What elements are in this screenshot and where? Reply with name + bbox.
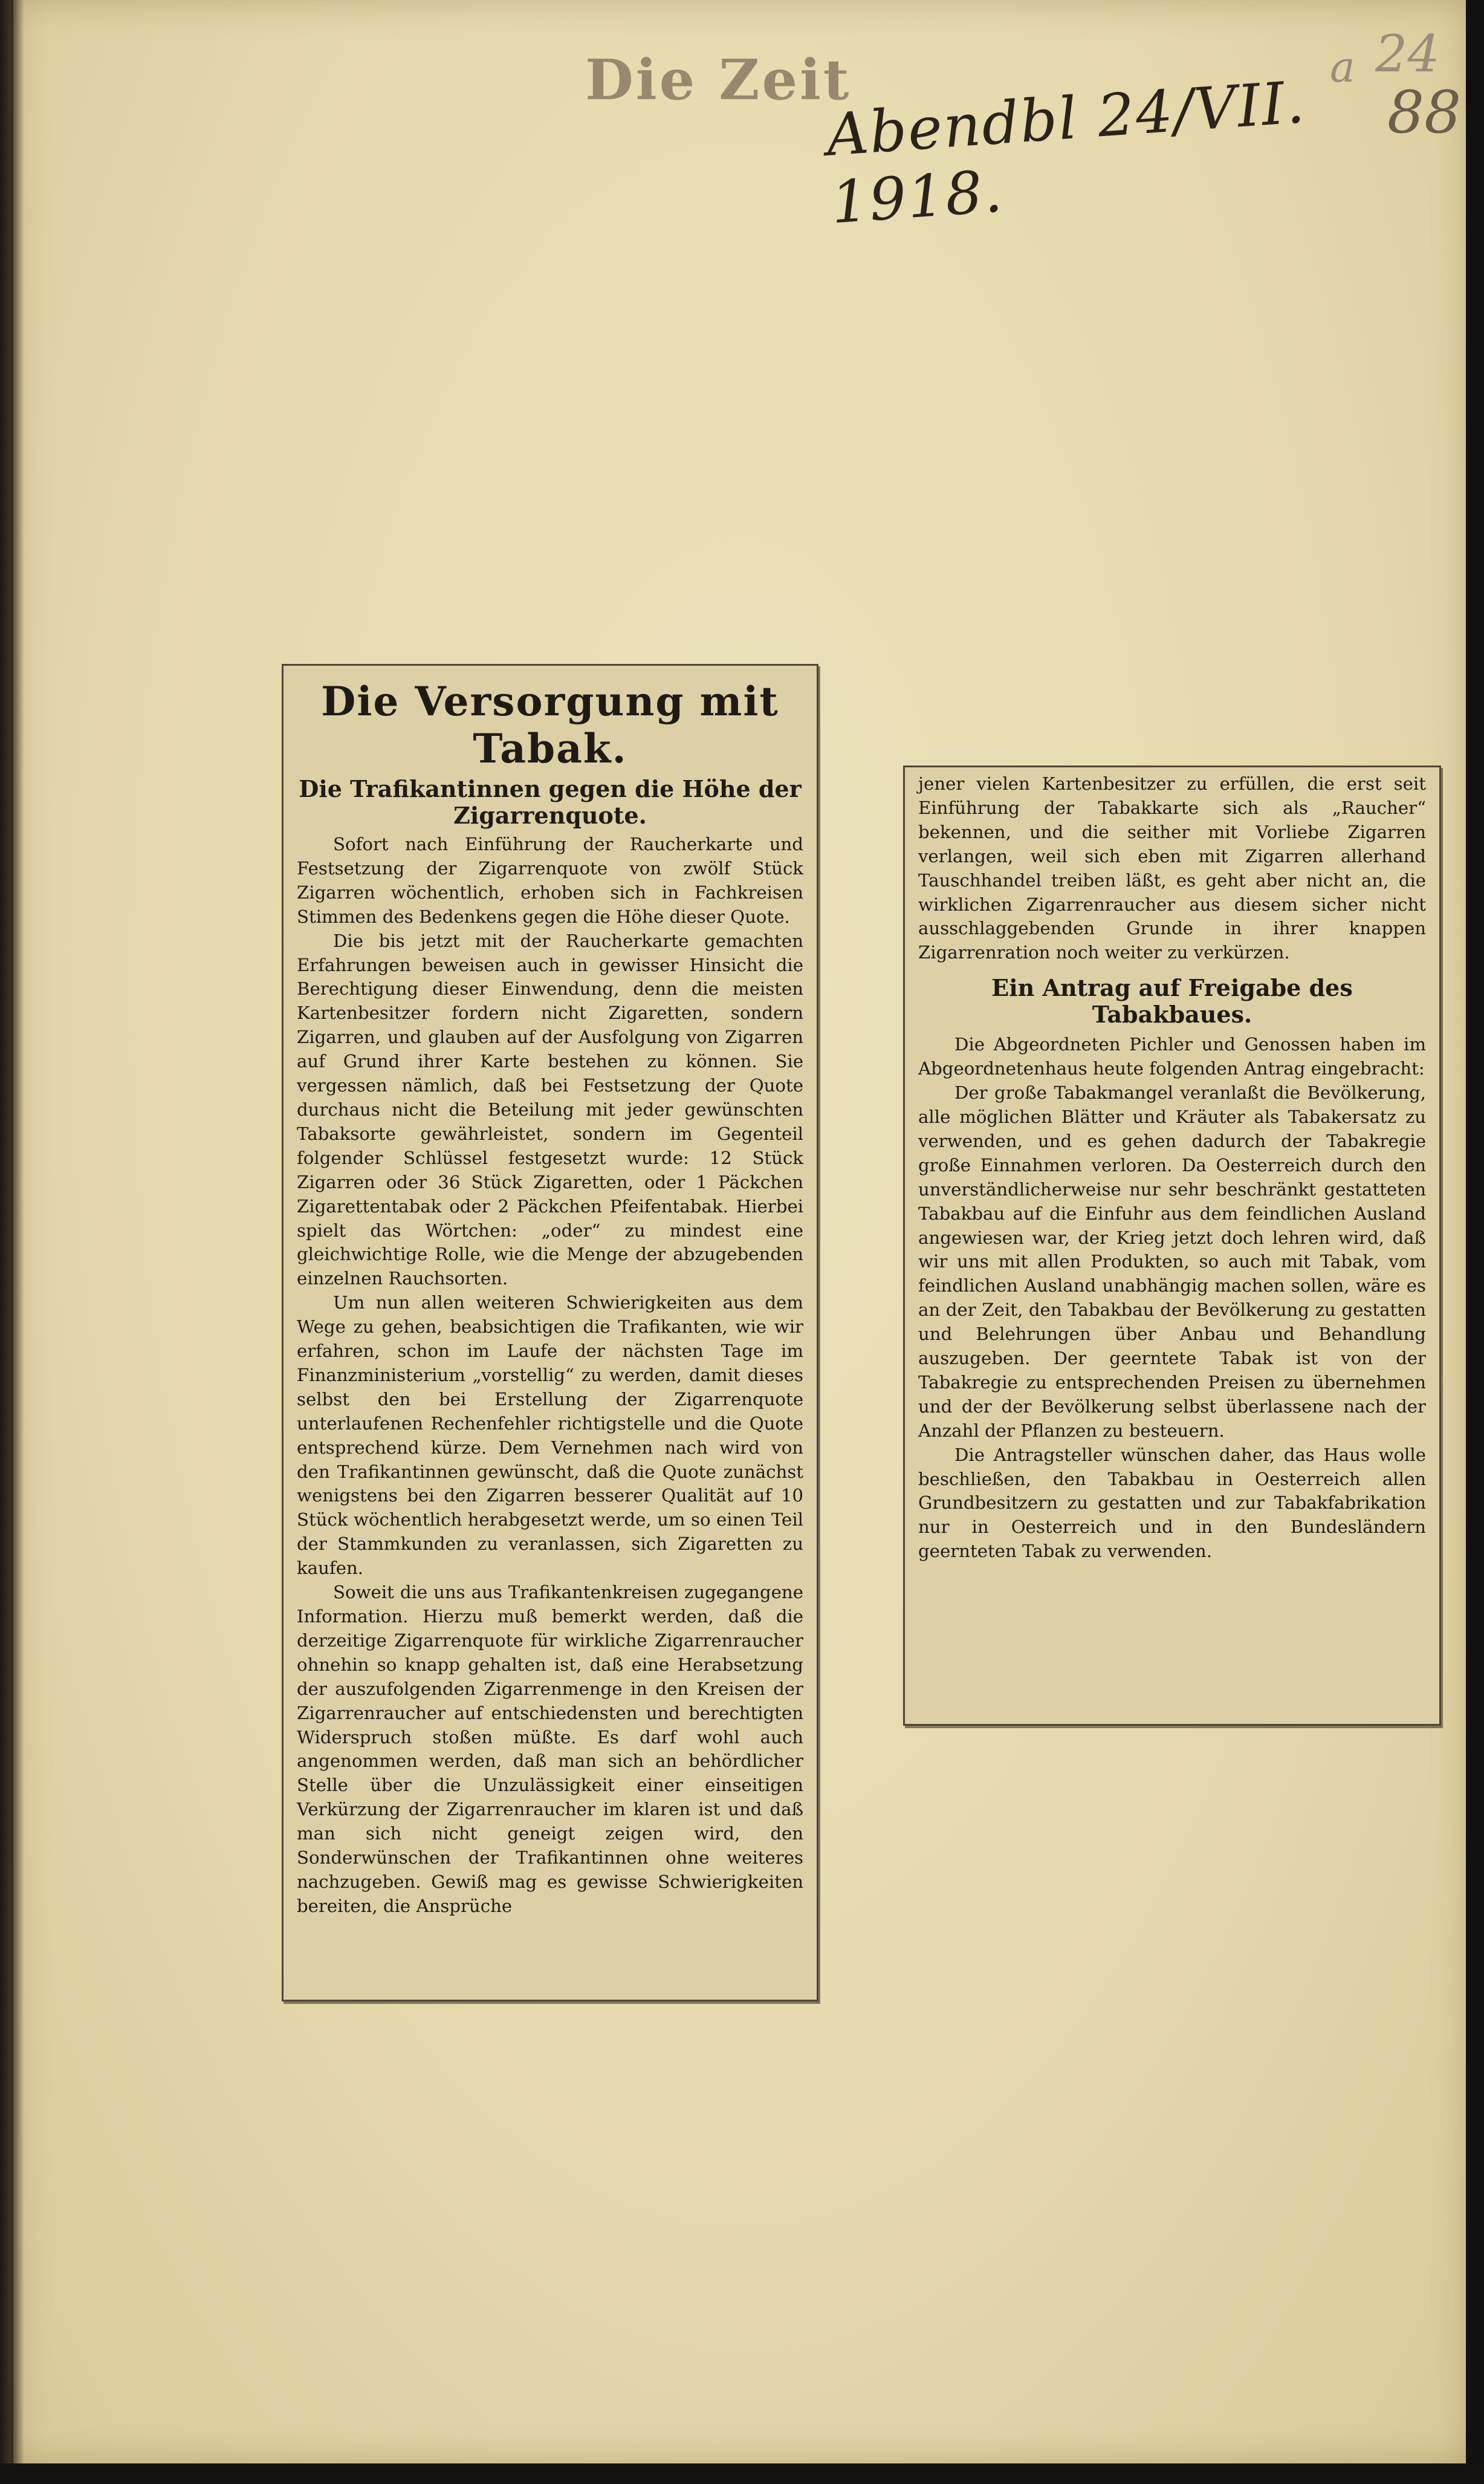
article1-subheadline: Die Trafikantinnen gegen die Höhe der Zigarrenquote. [299,775,802,829]
handwritten-page-number: 88 [1387,79,1462,146]
article2-paragraph: Die Antragsteller wünschen daher, das Haus wolle beschließen, den Tabakbau in Oesterreich allen Grundbesitzern zu gestatten und zur Tabakfabrikation nur in Oesterreich und in den Bundesländern geernteten Tabak zu verwenden. [918,1444,1426,1562]
article2-headline: Ein Antrag auf Freigabe des Tabakbaues. [991,974,1353,1029]
article1-headline: Die Versorgung mit Tabak. [321,678,779,772]
article1-paragraph: Um nun allen weiteren Schwierigkeiten aus dem Wege zu gehen, beabsichtigen die Trafikanten, wie wir erfahren, schon im Laufe der nächsten Tage im Finanzministerium „vorstellig“ zu werden, damit dieses selbst den bei Erstellung der Zigarrenquote unterlaufenen Rechenfehler richtigstelle und die Quote entsprechend kürze. Dem Vernehmen nach wird von den Trafikantinnen gewünscht, daß die Quote zunächst wenigstens bei den Zigarren besserer Qualität auf 10 Stück wöchentlich herabgesetzt werde, um so einen Teil der Stammkunden zu veranlassen, sich Zigaretten zu kaufen. [297,1292,803,1579]
article2-paragraph: Die Abgeordneten Pichler und Genossen haben im Abgeordnetenhaus heute folgenden Antrag eingebracht: [918,1034,1426,1079]
clipping-right [903,766,1441,1726]
scan-right-border [1466,0,1484,2484]
handwritten-corner-top-number: 24 [1375,24,1440,83]
article1-paragraph: Die bis jetzt mit der Raucherkarte gemachten Erfahrungen beweisen auch in gewisser Hinsicht die Berechtigung dieser Einwendung, denn die meisten Kartenbesitzer fordern nicht Zigaretten, sondern Zigarren, und glauben auf der Ausfolgung von Zigarren auf Grund ihrer Karte bestehen zu können. Sie vergessen nämlich, daß bei Festsetzung der Quote durchaus nicht die Beteilung mit jeder gewünschten Tabaksorte gewährleistet, sondern im Gegenteil folgender Schlüssel festgesetzt wurde: 12 Stück Zigarren oder 36 Stück Zigaretten, oder 1 Päckchen Zigarettentabak oder 2 Päckchen Pfeifentabak. Hierbei spielt das Wörtchen: „oder“ zu mindest eine gleichwichtige Rolle, wie die Menge der abzugebenden einzelnen Rauchsorten. [297,930,803,1289]
handwritten-corner-letter: a [1330,42,1355,92]
article1-paragraph: Soweit die uns aus Trafikantenkreisen zugegangene Information. Hierzu muß bemerkt werden, daß die derzeitige Zigarrenquote für wirkliche Zigarrenraucher ohnehin so knapp gehalten ist, daß eine Herabsetzung der auszufolgenden Zigarrenmenge in den Kreisen der Zigarrenraucher auf entschiedensten und berechtigten Widerspruch stoßen müßte. Es darf wohl auch angenommen werden, daß man sich an behördlicher Stelle über die Unzulässigkeit einer einseitigen Verkürzung der Zigarrenraucher im klaren ist und daß man sich nicht geneigt zeigen wird, den Sonderwünschen der Trafikantinnen ohne weiteres nachzugeben. Gewiß mag es gewisse Schwierigkeiten bereiten, die Ansprüche [297,1582,803,1916]
article2-body [918,1033,1426,1564]
article1-continuation-text: jener vielen Kartenbesitzer zu erfüllen, die erst seit Einführung der Tabakkarte sich als „Raucher“ bekennen, und die seither mit Vorliebe Zigarren verlangen, weil sich eben mit Zigarren allerhand Tauschhandel treiben läßt, es geht aber nicht an, die wirklichen Zigarrenraucher aus diesem sicher nicht ausschlaggebenden Grunde in ihrer knappen Zigarrenration noch weiter zu verkürzen. [918,773,1426,963]
article2-paragraph: Der große Tabakmangel veranlaßt die Bevölkerung, alle möglichen Blätter und Kräuter als Tabakersatz zu verwenden, und es gehen dadurch der Tabakregie große Einnahmen verloren. Da Oesterreich durch den unverständlicherweise nur sehr beschränkt gestatteten Tabakbau auf die Einfuhr aus dem feindlichen Ausland angewiesen war, der Krieg jetzt doch lehren wird, daß wir uns mit allen Produkten, so auch mit Tabak, vom feindlichen Ausland unabhängig machen sollen, wäre es an der Zeit, den Tabakbau der Bevölkerung zu gestatten und Belehrungen über Anbau und Behandlung auszugeben. Der geerntete Tabak ist von der Tabakregie zu entsprechenden Preisen zu übernehmen und der der Bevölkerung selbst überlassene nach der Anzahl der Pflanzen zu besteuern. [918,1082,1426,1441]
scan-bottom-border [0,2463,1484,2484]
newspaper-stamp: Die Zeit [585,47,852,112]
article1-body [297,833,803,1919]
article1-paragraph: Sofort nach Einführung der Raucherkarte und Festsetzung der Zigarrenquote von zwölf Stück Zigarren wöchentlich, erhoben sich in Fachkreisen Stimmen des Bedenkens gegen die Höhe dieser Quote. [297,834,803,927]
sheet-left-edge [0,0,24,2464]
article1-continuation [918,772,1426,965]
clipping-left [282,664,818,2001]
handwritten-date: Abendbl 24/VII. 1918. [824,68,1308,237]
